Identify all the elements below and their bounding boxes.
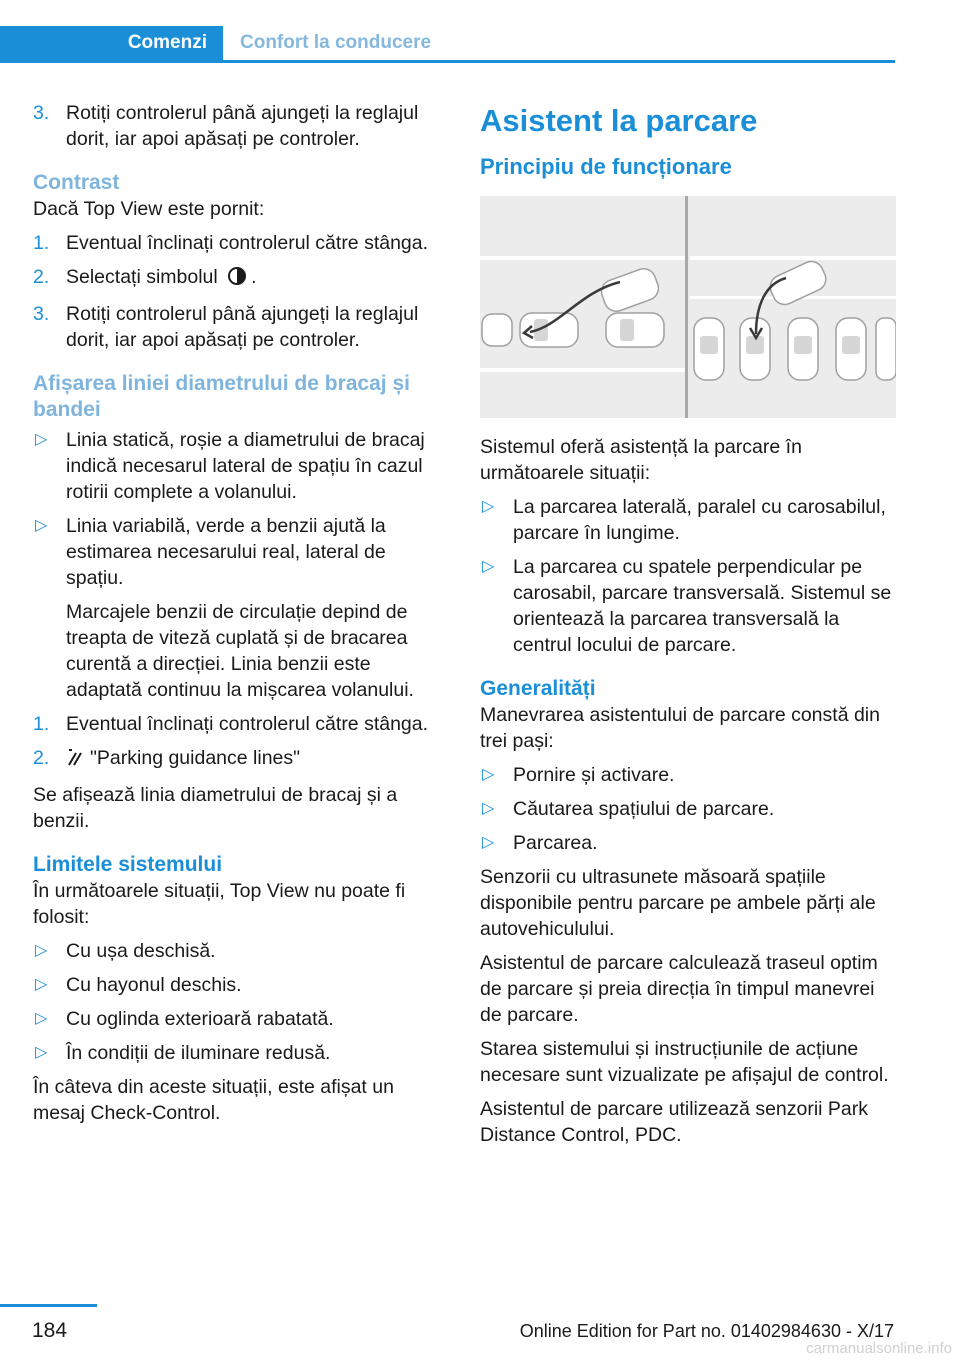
step-item (33, 230, 445, 256)
list-item (480, 762, 896, 788)
triangle-bullet-icon: ▷ (482, 800, 495, 817)
contrast-intro: Dacă Top View este pornit: (33, 198, 265, 220)
list-item (480, 796, 896, 822)
list-item (33, 1040, 445, 1066)
general-heading: Generalități (480, 677, 596, 700)
list-item-text: La parcarea laterală, paralel cu carosabilul, parcare în lungime. (513, 496, 886, 544)
limits-heading: Limitele sistemului (33, 853, 223, 876)
step-item (33, 264, 445, 293)
list-item-text: Linia statică, roșie a diametrului de bracaj indică necesarul lateral de spațiu în cazul rotirii complete a volanului. (66, 429, 425, 503)
general-intro: Manevrarea asistentului de parcare constă din trei pași: (480, 704, 880, 752)
step-item (33, 711, 445, 737)
triangle-bullet-icon: ▷ (482, 498, 495, 515)
list-item-text: Parcarea. (513, 832, 598, 854)
triangle-bullet-icon: ▷ (35, 976, 48, 993)
footer-rule (0, 1304, 97, 1307)
section-title: Asistent la parcare (480, 103, 758, 138)
step-number: 2. (33, 266, 50, 288)
triangle-bullet-icon: ▷ (482, 834, 495, 851)
triangle-bullet-icon: ▷ (35, 1010, 48, 1027)
right-column (480, 100, 896, 1156)
list-item-text: În condiții de iluminare redusă. (66, 1042, 331, 1064)
list-item (33, 427, 445, 505)
list-item-text: Cu ușa deschisă. (66, 940, 216, 962)
list-item-text: Cu hayonul deschis. (66, 974, 242, 996)
tab-comenzi[interactable]: Comenzi (0, 26, 223, 60)
header-rule (0, 60, 895, 63)
general-paragraph: Asistentul de parcare utilizează senzorii Park Distance Control, PDC. (480, 1098, 869, 1146)
lines-result: Se afișează linia diametrului de bracaj și a benzii. (33, 784, 398, 832)
step-number: 1. (33, 713, 50, 735)
lines-heading: Afișarea liniei diametrului de bracaj și bandei (33, 372, 410, 421)
page-number: 184 (32, 1319, 68, 1342)
principle-intro: Sistemul oferă asistență la parcare în următoarele situații: (480, 436, 802, 484)
list-item-text: Căutarea spațiului de parcare. (513, 798, 775, 820)
triangle-bullet-icon: ▷ (482, 766, 495, 783)
edition-text: Online Edition for Part no. 01402984630 - X/17 (519, 1321, 894, 1341)
list-item (33, 1006, 445, 1032)
watermark: carmanualsonline.info (806, 1340, 952, 1357)
list-item (480, 494, 896, 546)
step-number: 2. (33, 747, 50, 769)
step-number: 3. (33, 102, 50, 124)
step-number: 1. (33, 232, 50, 254)
limits-intro: În următoarele situații, Top View nu poate fi folosit: (33, 880, 406, 928)
left-column (33, 100, 445, 1134)
step-text: Eventual înclinați controlerul către stânga. (66, 232, 429, 254)
list-item-text: Cu oglinda exterioară rabatată. (66, 1008, 334, 1030)
contrast-icon (227, 266, 247, 293)
tab-confort-la-conducere[interactable]: Confort la conducere (240, 32, 432, 53)
list-item (33, 938, 445, 964)
parking-lines-icon (66, 747, 86, 774)
triangle-bullet-icon: ▷ (482, 558, 495, 575)
step-text: Rotiți controlerul până ajungeți la reglajul dorit, iar apoi apăsați pe controler. (66, 303, 419, 351)
list-item (33, 513, 445, 591)
list-item-text: Linia variabilă, verde a benzii ajută la estimarea necesarului real, lateral de spațiu. (66, 515, 386, 589)
step-number: 3. (33, 303, 50, 325)
page-header (0, 0, 960, 62)
bullet-extra-paragraph: Marcajele benzii de circulație depind de treapta de viteză cuplată și de bracarea curentă a direcției. Linia benzii este adaptată continuu la mișcarea volanului. (66, 601, 414, 701)
contrast-heading: Contrast (33, 171, 120, 194)
parking-diagram (480, 196, 896, 418)
step-text-end: . (251, 266, 257, 288)
list-item-text: La parcarea cu spatele perpendicular pe carosabil, parcare transversală. Sistemul se orientează la parcarea transversală la centrul locului de parcare. (513, 556, 892, 656)
step-text: "Parking guidance lines" (90, 747, 301, 769)
parking-illustration (480, 196, 896, 418)
general-paragraph: Senzorii cu ultrasunete măsoară spațiile disponibile pentru parcare pe ambele părți ale autovehiculului. (480, 866, 876, 940)
general-paragraph: Starea sistemului și instrucțiunile de acțiune necesare sunt vizualizate pe afișajul de control. (480, 1038, 889, 1086)
list-item (480, 830, 896, 856)
triangle-bullet-icon: ▷ (35, 942, 48, 959)
step-text: Eventual înclinați controlerul către stânga. (66, 713, 429, 735)
step-text: Rotiți controlerul până ajungeți la reglajul dorit, iar apoi apăsați pe controler. (66, 102, 419, 150)
step-text: Selectați simbolul (66, 266, 218, 288)
principle-heading: Principiu de funcționare (480, 154, 732, 179)
step-item (33, 301, 445, 353)
triangle-bullet-icon: ▷ (35, 1044, 48, 1061)
list-item (33, 972, 445, 998)
step-item (33, 745, 445, 774)
triangle-bullet-icon: ▷ (35, 517, 48, 534)
list-item (480, 554, 896, 658)
limits-outro: În câteva din aceste situații, este afișat un mesaj Check-Control. (33, 1076, 394, 1124)
list-item-text: Pornire și activare. (513, 764, 675, 786)
general-paragraph: Asistentul de parcare calculează traseul optim de parcare și preia direcția în timpul manevrei de parcare. (480, 952, 878, 1026)
step-item (33, 100, 445, 152)
triangle-bullet-icon: ▷ (35, 431, 48, 448)
